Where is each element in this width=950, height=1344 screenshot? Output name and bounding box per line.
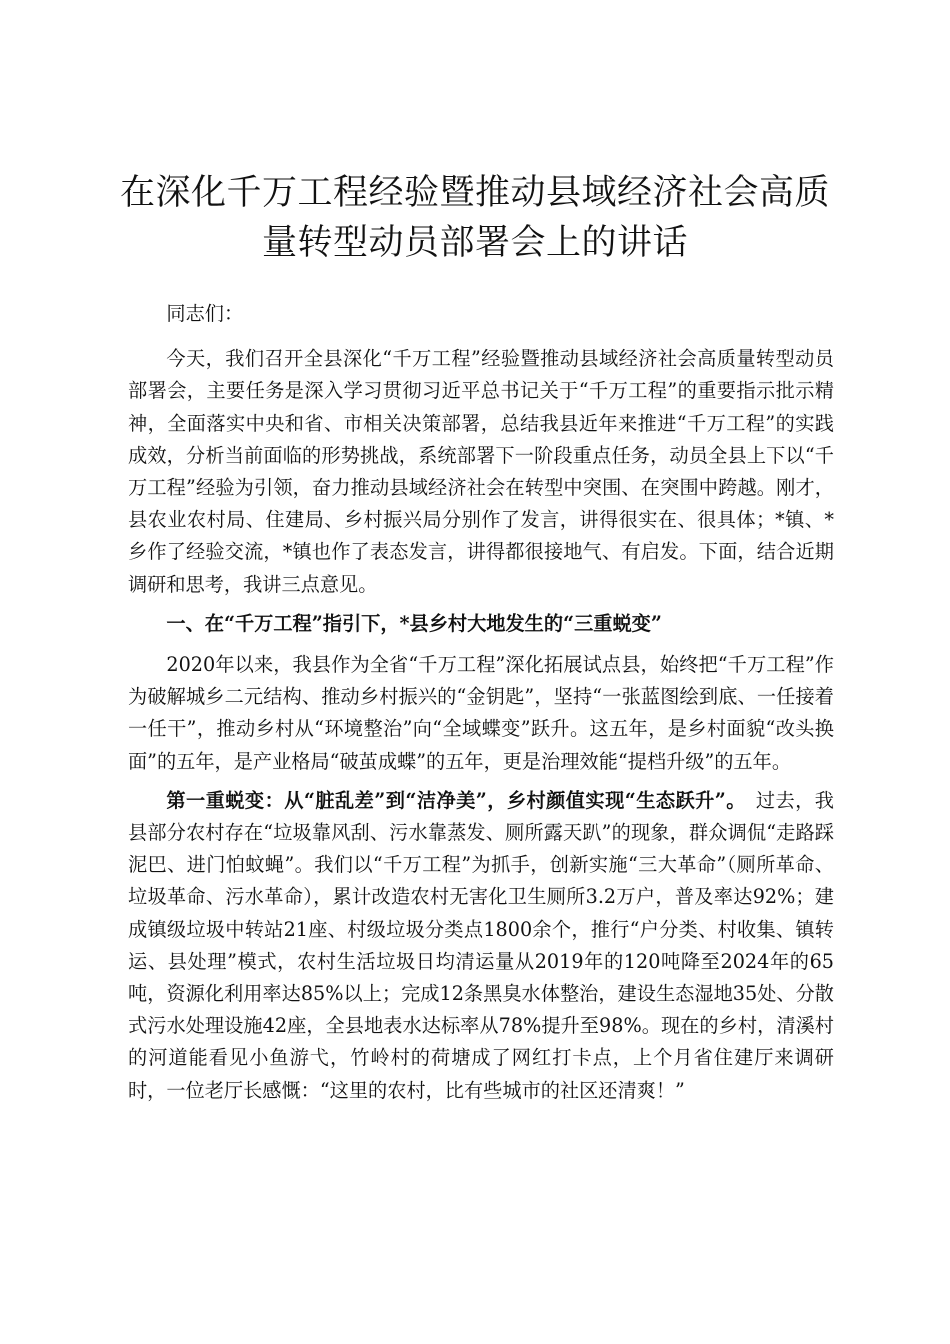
section-heading-1: 一、在“千万工程”指引下，*县乡村大地发生的“三重蜕变” [166,611,662,635]
change-1-paragraph [128,785,834,1107]
change-1-text: 过去，我县部分农村存在“垃圾靠风刮、污水靠蒸发、厕所露天趴”的现象，群众调侃“走路踩泥巴、进门怕蚊蝇”。我们以“千万工程”为抓手，创新实施“三大革命”（厕所革命、垃圾革命、污水革命），累计改造农村无害化卫生厕所3.2万户，普及率达92%；建成镇级垃圾中转站21座、村级垃圾分类点1800余个，推行“户分类、村收集、镇转运、县处理”模式，农村生活垃圾日均清运量从2019年的120吨降至2024年的65吨，资源化利用率达85%以上；完成12条黑臭水体整治，建设生态湿地35处、分散式污水处理设施42座，全县地表水达标率从78%提升至98%。现在的乡村，清溪村的河道能看见小鱼游弋，竹岭村的荷塘成了网红打卡点，上个月省住建厅来调研时，一位老厅长感慨：“这里的农村，比有些城市的社区还清爽！” [128,788,834,1102]
change-1-lead: 第一重蜕变：从“脏乱差”到“洁净美”，乡村颜值实现“生态跃升”。 [166,788,737,812]
title-line-1: 在深化千万工程经验暨推动县域经济社会高质 [119,173,830,213]
section-1-paragraph: 2020年以来，我县作为全省“千万工程”深化拓展试点县，始终把“千万工程”作为破解城乡二元结构、推动乡村振兴的“金钥匙”，坚持“一张蓝图绘到底、一任接着一任干”，推动乡村从“环境整治”向“全域蝶变”跃升。这五年，是乡村面貌“改头换面”的五年，是产业格局“破茧成蝶”的五年，更是治理效能“提档升级”的五年。 [128,653,834,773]
greeting: 同志们： [166,302,244,325]
document-title [100,168,850,268]
title-line-2: 量转型动员部署会上的讲话 [261,223,688,263]
intro-paragraph: 今天，我们召开全县深化“千万工程”经验暨推动县域经济社会高质量转型动员部署会，主要任务是深入学习贯彻习近平总书记关于“千万工程”的重要指示批示精神，全面落实中央和省、市相关决策部署，总结我县近年来推进“千万工程”的实践成效，分析当前面临的形势挑战，系统部署下一阶段重点任务，动员全县上下以“千万工程”经验为引领，奋力推动县域经济社会在转型中突围、在突围中跨越。刚才，县农业农村局、住建局、乡村振兴局分别作了发言，讲得很实在、很具体；*镇、*乡作了经验交流，*镇也作了表态发言，讲得都很接地气、有启发。下面，结合近期调研和思考，我讲三点意见。 [128,347,834,596]
document-body [128,298,834,1114]
